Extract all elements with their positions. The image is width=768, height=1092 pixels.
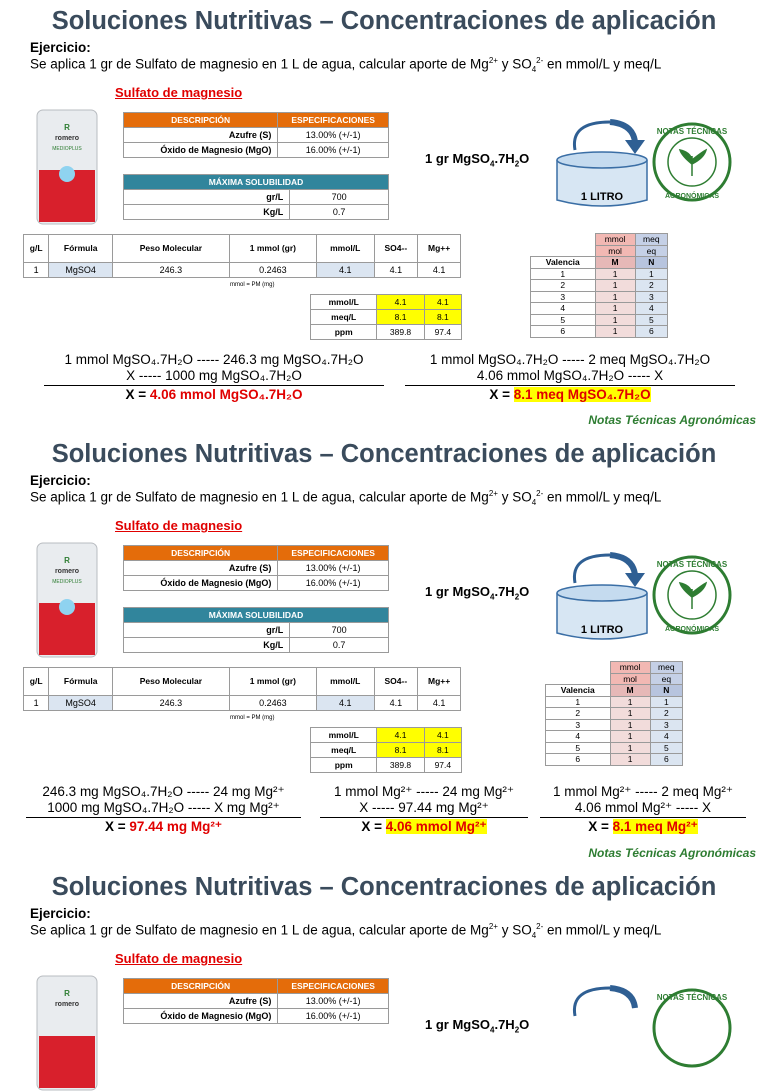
solubility-table: MÁXIMA SOLUBILIDAD gr/L 700 Kg/L 0.7 [123,607,389,653]
answer-meq: 8.1 meq MgSO₄.7H₂O [513,387,651,402]
exercise-statement: Se aplica 1 gr de Sulfato de magnesio en 1 L de agua, calcular aporte de $Mg^{2+}$ y $SO_4^{2-}$ en mmol/L y meq/L [30,922,662,941]
calculation-table: g/L Fórmula Peso Molecular 1 mmol (gr) mmol/L SO4-- Mg++ 1 MgSO4 246.3 0.2463 4.1 4.1 4.1 [23,234,461,278]
fertilizer-bag-image [35,974,99,1092]
water-container-diagram [555,553,655,643]
bag-brand: romero [54,135,80,142]
compound-label: 1 gr $MgSO_4.7H_2O$ [425,151,530,169]
exercise-label: Ejercicio: [30,906,91,921]
svg-text:R: R [64,989,70,998]
solubility-table: MÁXIMA SOLUBILIDAD gr/L 700 Kg/L 0.7 [123,174,389,220]
mmol-note: mmol = PM (mg) [230,282,275,288]
exercise-statement: Se aplica 1 gr de Sulfato de magnesio en 1 L de agua, calcular aporte de $Mg^{2+}$ y $SO_4^{2-}$ en mmol/L y meq/L [30,56,662,75]
specification-table: DESCRIPCIÓN ESPECIFICACIONES Azufre (S) 13.00% (+/-1) Óxido de Magnesio (MgO) 16.00% (+/-1) [123,112,389,158]
slide-title: Soluciones Nutritivas – Concentraciones de aplicación [51,873,717,901]
fertilizer-bag-image [35,541,99,659]
exercise-label: Ejercicio: [30,473,91,488]
equation-mg-meq: 1 mmol Mg²⁺ ----- 2 meq Mg²⁺ 4.06 mmol Mg²⁺ ----- X X = 8.1 meq Mg²⁺ [540,784,746,835]
product-title: Sulfato de magnesio [115,951,243,966]
svg-text:NOTAS TÉCNICAS: NOTAS TÉCNICAS [656,560,728,569]
answer-meq: 8.1 meq Mg²⁺ [612,819,698,834]
slide-title: Soluciones Nutritivas – Concentraciones de aplicación [51,440,717,468]
slide-title: Soluciones Nutritivas – Concentraciones de aplicación [51,7,717,35]
vessel-label: 1 LITRO [580,624,624,636]
calculation-table: g/L Fórmula Peso Molecular 1 mmol (gr) mmol/L SO4-- Mg++ 1 MgSO4 246.3 0.2463 4.1 4.1 4.1 [23,667,461,711]
specification-table: DESCRIPCIÓN ESPECIFICACIONES Azufre (S) 13.00% (+/-1) Óxido de Magnesio (MgO) 16.00% (+/-1) [123,545,389,591]
compound-label: 1 gr $MgSO_4.7H_2O$ [425,584,530,602]
exercise-statement: Se aplica 1 gr de Sulfato de magnesio en 1 L de agua, calcular aporte de $Mg^{2+}$ y $SO_4^{2-}$ en mmol/L y meq/L [30,489,662,508]
mmol-note: mmol = PM (mg) [230,715,275,721]
bag-brand: romero [54,568,80,575]
valence-table: mmol meq mol eq Valencia M N 1 1 1 2 1 2 3 1 3 4 1 4 5 1 5 6 1 6 [545,661,683,766]
fertilizer-bag-image [35,108,99,226]
results-table: mmol/L 4.1 4.1 meq/L 8.1 8.1 ppm 389.8 97.4 [310,727,462,773]
svg-text:NOTAS TÉCNICAS: NOTAS TÉCNICAS [656,993,728,1002]
svg-text:NOTAS TÉCNICAS: NOTAS TÉCNICAS [656,127,728,136]
notas-tecnicas-logo [650,553,734,637]
specification-table: DESCRIPCIÓN ESPECIFICACIONES Azufre (S) 13.00% (+/-1) Óxido de Magnesio (MgO) 16.00% (+/-1) [123,978,389,1024]
svg-text:AGRONÓMICAS: AGRONÓMICAS [664,193,720,200]
equation-meq: 1 mmol MgSO₄.7H₂O ----- 2 meq MgSO₄.7H₂O 4.06 mmol MgSO₄.7H₂O ----- X X = 8.1 meq MgSO₄.7H₂O [405,352,735,403]
signature: Notas Técnicas Agronómicas [588,413,756,427]
answer-mg: 97.44 mg Mg²⁺ [129,819,223,834]
product-title: Sulfato de magnesio [115,518,243,533]
compound-label: 1 gr $MgSO_4.7H_2O$ [425,1017,530,1035]
exercise-label: Ejercicio: [30,40,91,55]
notas-tecnicas-logo [650,120,734,204]
answer-mmol: 4.06 mmol Mg²⁺ [385,819,487,834]
vessel-label: 1 LITRO [580,191,624,203]
water-container-diagram [555,120,655,210]
bag-product: MEDIOPLUS [52,146,82,152]
svg-text:R: R [64,123,70,132]
results-table: mmol/L 4.1 4.1 meq/L 8.1 8.1 ppm 389.8 97.4 [310,294,462,340]
bag-product: MEDIOPLUS [52,579,82,585]
notas-tecnicas-logo [650,986,734,1070]
water-container-diagram [555,986,655,1076]
answer-mmol: 4.06 mmol MgSO₄.7H₂O [149,387,303,402]
slide-3 [0,866,768,1035]
equation-mg-mmol: 1 mmol Mg²⁺ ----- 24 mg Mg²⁺ X ----- 97.44 mg Mg²⁺ X = 4.06 mmol Mg²⁺ [320,784,528,835]
equation-mmol: 1 mmol MgSO₄.7H₂O ----- 246.3 mg MgSO₄.7H₂O X ----- 1000 mg MgSO₄.7H₂O X = 4.06 mmol MgSO₄.7H₂O [44,352,384,403]
slide-1 [0,0,768,432]
signature: Notas Técnicas Agronómicas [588,846,756,860]
svg-text:R: R [64,556,70,565]
equation-mg-mass: 246.3 mg MgSO₄.7H₂O ----- 24 mg Mg²⁺ 1000 mg MgSO₄.7H₂O ----- X mg Mg²⁺ X = 97.44 mg Mg²⁺ [26,784,301,835]
slide-2 [0,433,768,865]
svg-text:AGRONÓMICAS: AGRONÓMICAS [664,626,720,633]
bag-brand: romero [54,1001,80,1008]
valence-table: mmol meq mol eq Valencia M N 1 1 1 2 1 2 3 1 3 4 1 4 5 1 5 6 1 6 [530,233,668,338]
product-title: Sulfato de magnesio [115,85,243,100]
